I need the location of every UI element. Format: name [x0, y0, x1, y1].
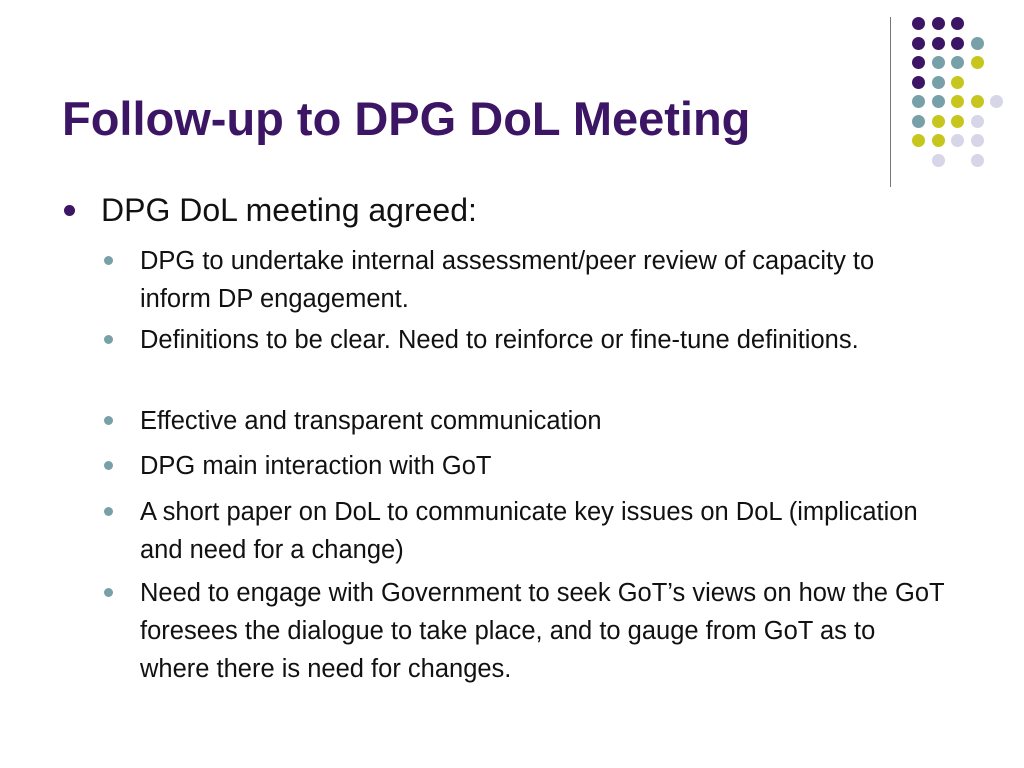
sub-bullet-dot-icon — [104, 256, 113, 265]
decorative-dot-icon — [951, 56, 964, 69]
decorative-dot-icon — [971, 56, 984, 69]
decorative-dot-icon — [951, 115, 964, 128]
sub-bullet-dot-icon — [104, 416, 113, 425]
sub-bullet-text: Need to engage with Government to seek GoT’s views on how the GoT foresees the dialogue to take place, and to gauge from GoT as to where there is need for changes. — [140, 579, 945, 683]
title-divider-line — [890, 17, 891, 187]
decorative-dot-icon — [971, 154, 984, 167]
decorative-dot-icon — [912, 37, 925, 50]
decorative-dot-icon — [971, 134, 984, 147]
sub-bullet-dot-icon — [104, 461, 113, 470]
decorative-dot-icon — [951, 76, 964, 89]
decorative-dot-icon — [932, 37, 945, 50]
sub-bullet-text: Definitions to be clear. Need to reinforce or fine-tune definitions. — [140, 326, 859, 354]
main-bullet-text: DPG DoL meeting agreed: — [101, 192, 477, 228]
decorative-dot-icon — [971, 95, 984, 108]
sub-bullet-text: DPG to undertake internal assessment/peer review of capacity to inform DP engagement. — [140, 247, 875, 313]
decorative-dot-icon — [932, 56, 945, 69]
decorative-dot-icon — [951, 17, 964, 30]
sub-bullet-dot-icon — [104, 507, 113, 516]
slide-title: Follow-up to DPG DoL Meeting — [62, 92, 751, 145]
decorative-dot-icon — [932, 95, 945, 108]
decorative-dot-icon — [932, 17, 945, 30]
decorative-dot-icon — [912, 76, 925, 89]
decorative-dot-icon — [990, 95, 1003, 108]
decorative-dot-icon — [932, 115, 945, 128]
sub-bullet-text: DPG main interaction with GoT — [140, 452, 492, 480]
decorative-dot-icon — [951, 134, 964, 147]
decorative-dot-icon — [912, 95, 925, 108]
decorative-dot-icon — [971, 37, 984, 50]
bullet-dot-icon — [64, 205, 75, 216]
decorative-dot-icon — [912, 56, 925, 69]
sub-bullet-dot-icon — [104, 335, 113, 344]
decorative-dot-icon — [951, 37, 964, 50]
decorative-dot-icon — [912, 134, 925, 147]
sub-bullet-text: Effective and transparent communication — [140, 407, 602, 435]
sub-bullet-dot-icon — [104, 588, 113, 597]
decorative-dot-icon — [951, 95, 964, 108]
decorative-dot-icon — [971, 115, 984, 128]
decorative-dot-icon — [912, 17, 925, 30]
decorative-dot-icon — [912, 115, 925, 128]
decorative-dot-icon — [932, 134, 945, 147]
sub-bullet-text: A short paper on DoL to communicate key issues on DoL (implication and need for a change) — [140, 498, 918, 564]
decorative-dot-icon — [932, 154, 945, 167]
decorative-dot-icon — [932, 76, 945, 89]
